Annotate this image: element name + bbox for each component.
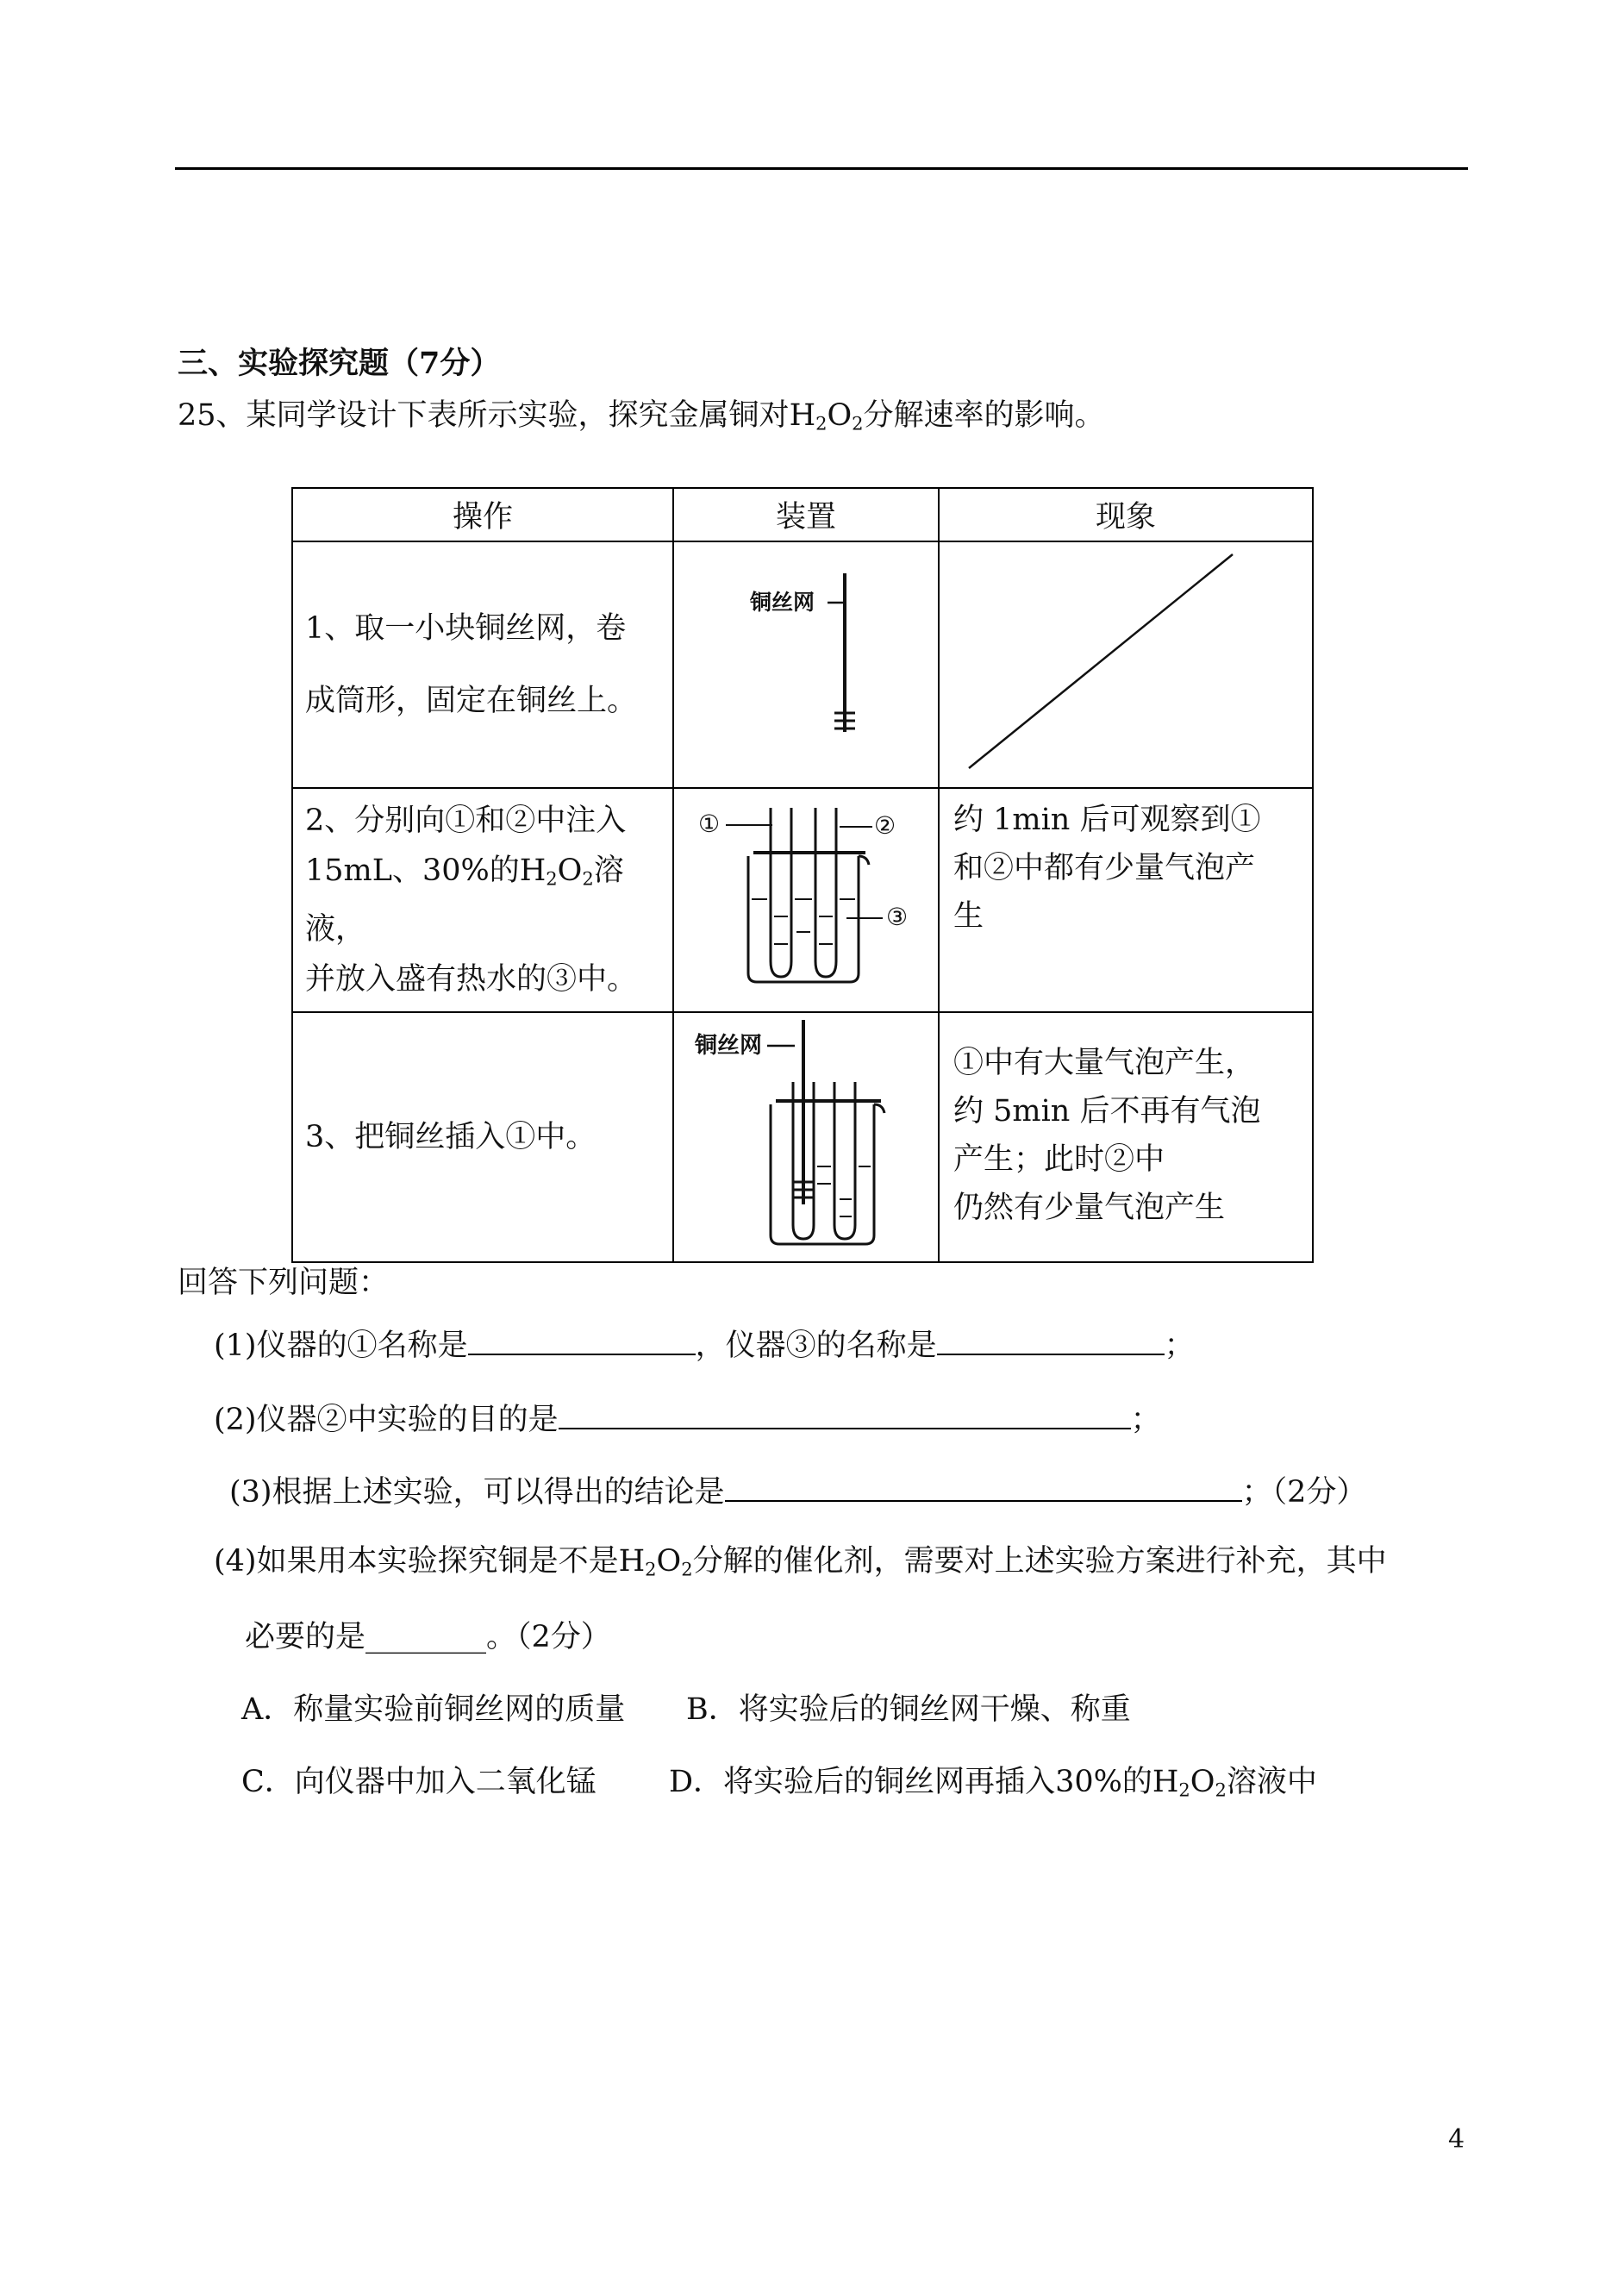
- table-row: [292, 1012, 1313, 1262]
- phenomenon-text: 约 5min 后不再有气泡: [953, 1094, 1261, 1129]
- phenomenon-cell: [939, 788, 1313, 1012]
- test-tubes-in-beaker-figure: [674, 789, 936, 1008]
- operation-text: 1、取一小块铜丝网，卷: [305, 611, 627, 646]
- option-c: C．向仪器中加入二氧化锰: [241, 1765, 597, 1799]
- copper-mesh-on-wire-figure: [674, 542, 936, 784]
- question-stem-after: 分解速率的影响。: [863, 398, 1105, 433]
- phenomenon-cell-empty: [939, 541, 1313, 788]
- option-d: D．将实验后的铜丝网再插入30%的$H_2O_2$溶液中: [669, 1765, 1317, 1801]
- question-stem: [178, 398, 1105, 435]
- phenomenon-text: 和②中都有少量气泡产: [953, 851, 1256, 885]
- table-header-row: [292, 488, 1313, 541]
- phenomenon-text: 生: [953, 899, 984, 934]
- operation-cell: [292, 788, 673, 1012]
- answer-blank-2[interactable]: [937, 1328, 1165, 1355]
- operation-cell: [292, 1012, 673, 1262]
- label-3: ③: [886, 903, 909, 931]
- table-row: [292, 788, 1313, 1012]
- operation-text: 3、把铜丝插入①中。: [305, 1120, 597, 1154]
- copper-mesh-label: 铜丝网: [695, 1033, 763, 1059]
- operation-cell: [292, 541, 673, 788]
- copper-mesh-label: 铜丝网: [750, 590, 815, 615]
- operation-text: 并放入盛有热水的③中。: [305, 961, 638, 997]
- operation-text: 成筒形，固定在铜丝上。: [305, 684, 638, 718]
- formula-h2o2: $H_2O_2$: [1152, 1765, 1227, 1801]
- label-1: ①: [698, 810, 721, 838]
- table-row: [292, 541, 1313, 788]
- question-stem-before: 某同学设计下表所示实验，探究金属铜对: [246, 398, 790, 433]
- question-2: (2)仪器②中实验的目的是 ；: [214, 1403, 1161, 1437]
- answer-blank-4[interactable]: [725, 1474, 1242, 1502]
- option-a: A．称量实验前铜丝网的质量: [241, 1692, 626, 1727]
- header-rule: [175, 167, 1468, 170]
- question-1: (1)仪器的①名称是 ，仪器③的名称是 ；: [214, 1329, 1195, 1363]
- header-device: 装置: [673, 488, 939, 541]
- question-4: (4)如果用本实验探究铜是不是$H_2O_2$分解的催化剂，需要对上述实验方案进行补充，其中: [214, 1544, 1387, 1580]
- phenomenon-cell: [939, 1012, 1313, 1262]
- question-number: 25、: [178, 398, 247, 433]
- page-number: 4: [1448, 2124, 1465, 2154]
- answer-blank-1[interactable]: [468, 1328, 696, 1355]
- formula-h2o2: $H_2O_2$: [789, 398, 864, 435]
- experiment-table: [291, 487, 1314, 1263]
- answer-blank-3[interactable]: [559, 1402, 1131, 1429]
- device-cell: [673, 788, 939, 1012]
- question-4-line2: 必要的是________。（2分）: [245, 1620, 611, 1654]
- phenomenon-text: 产生；此时②中: [953, 1142, 1165, 1177]
- section-title: 三、实验探究题（7分）: [178, 346, 501, 381]
- option-b: B．将实验后的铜丝网干燥、称重: [686, 1692, 1131, 1727]
- diagonal-strike-line: [940, 542, 1310, 784]
- operation-text: 15mL、30%的$H_2O_2$溶液，: [305, 854, 624, 947]
- question-3: (3)根据上述实验，可以得出的结论是 ；（2分）: [229, 1475, 1367, 1510]
- phenomenon-text: ①中有大量气泡产生，: [953, 1046, 1256, 1080]
- header-phenomenon: 现象: [939, 488, 1313, 541]
- formula-h2o2: $H_2O_2$: [618, 1544, 693, 1580]
- answer-intro: 回答下列问题：: [178, 1266, 390, 1300]
- phenomenon-text: 仍然有少量气泡产生: [953, 1191, 1226, 1225]
- device-cell: [673, 541, 939, 788]
- phenomenon-text: 约 1min 后可观察到①: [953, 803, 1261, 837]
- operation-text: 2、分别向①和②中注入: [305, 804, 627, 839]
- device-cell: [673, 1012, 939, 1262]
- formula-h2o2: $H_2O_2$: [519, 854, 594, 890]
- header-operation: 操作: [292, 488, 673, 541]
- label-2: ②: [874, 811, 896, 840]
- copper-wire-in-tube-figure: [674, 1013, 936, 1258]
